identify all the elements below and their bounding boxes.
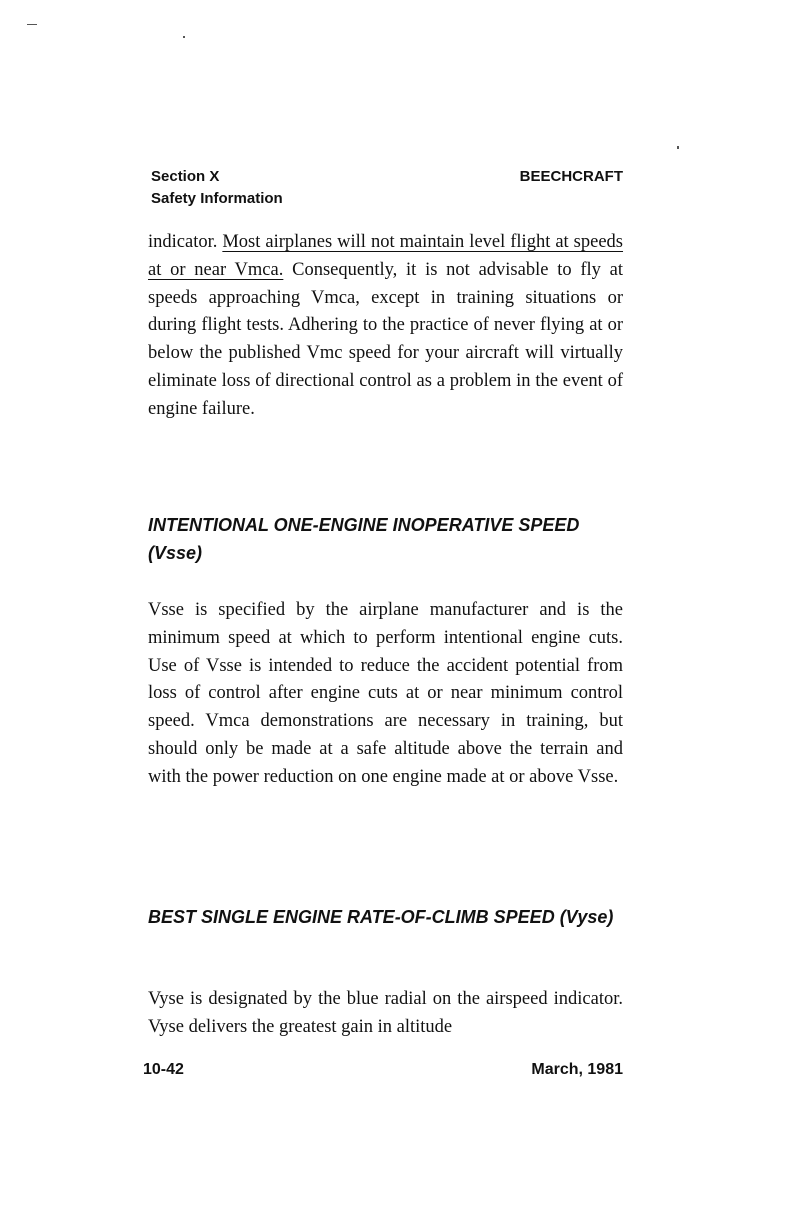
paragraph-lead: indicator. xyxy=(148,232,223,252)
publication-date: March, 1981 xyxy=(531,1061,623,1078)
scan-speck xyxy=(183,36,185,38)
page-number: 10-42 xyxy=(143,1061,184,1078)
header-brand: BEECHCRAFT xyxy=(519,168,623,185)
paragraph-rest: Consequently, it is not advisable to fly at speeds approaching Vmca, except in training situations or during flight tests. Adhering to the practice of never flying at or below the published Vmc speed for your aircraft will virtually eliminate loss of directional control as a problem in the event of engine failure. xyxy=(148,259,624,419)
heading-vyse: BEST SINGLE ENGINE RATE-OF-CLIMB SPEED (Vyse) xyxy=(148,907,614,927)
paragraph-vsse: Vsse is specified by the airplane manufacturer and is the minimum speed at which to perform intentional engine cuts. Use of Vsse is intended to reduce the accident potential from loss of control after engine cuts at or near minimum control speed. Vmca demonstrations are necessary in training, but should only be made at a safe altitude above the terrain and with the power reduction on one engine made at or above Vsse. xyxy=(148,600,623,787)
header-section-block xyxy=(151,166,283,210)
heading-vsse: INTENTIONAL ONE-ENGINE INOPERATIVE SPEED (Vsse) xyxy=(148,515,580,563)
scan-speck xyxy=(677,146,679,149)
paragraph-vyse: Vyse is designated by the blue radial on the airspeed indicator. Vyse delivers the greatest gain in altitude xyxy=(148,989,623,1037)
underlined-warning: Most airplanes will not maintain level flight at speeds at or near Vmca. xyxy=(148,232,624,280)
header-section: Section X xyxy=(151,168,220,185)
header-subsection: Safety Information xyxy=(151,190,283,207)
scan-speck xyxy=(27,24,37,25)
paragraph-vmca-continuation xyxy=(148,229,623,424)
